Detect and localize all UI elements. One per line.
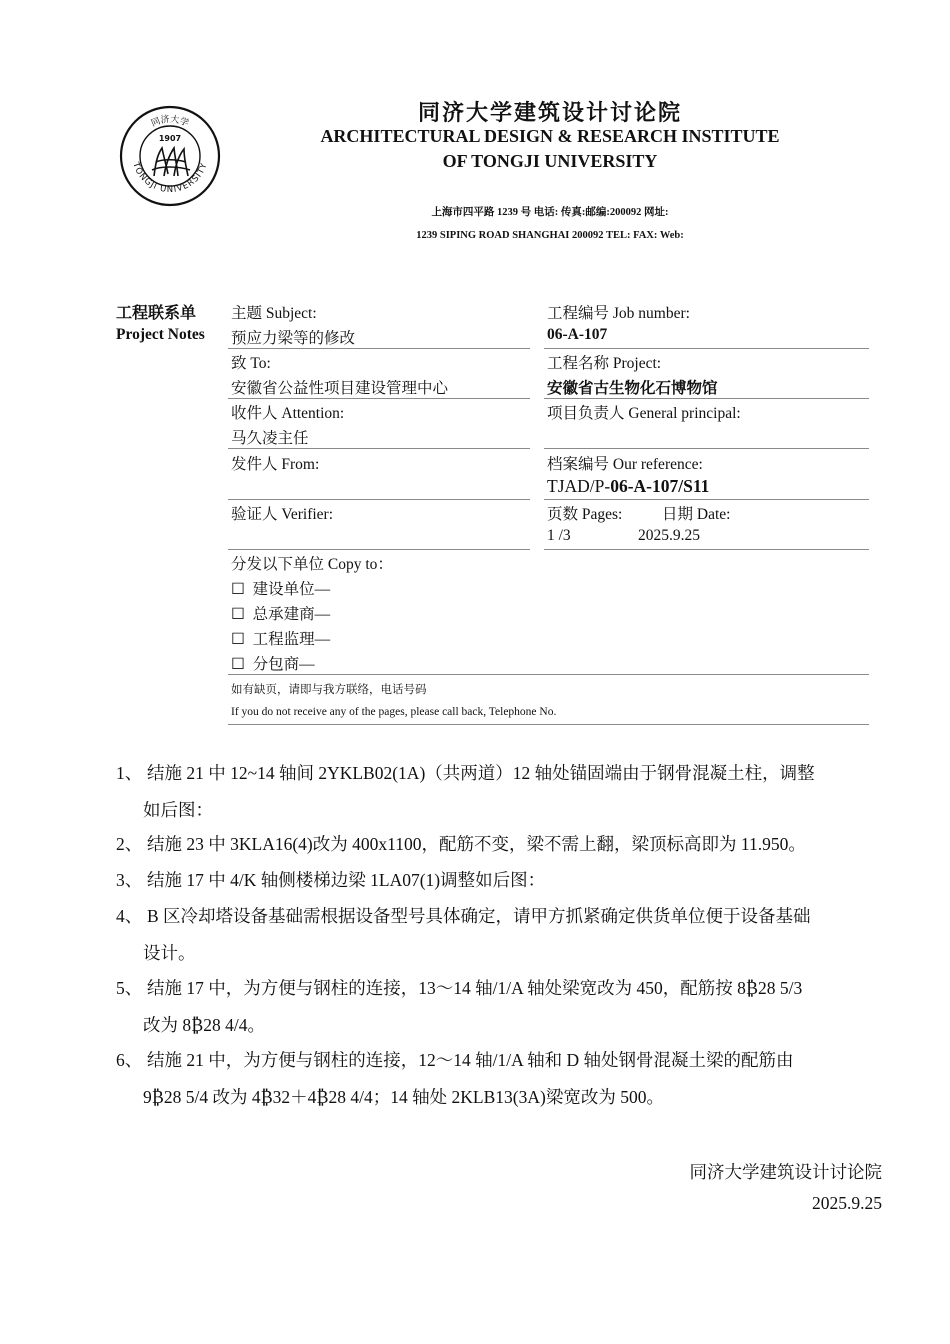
divider: [544, 398, 869, 399]
copy-to-label: 分发以下单位 Copy to：: [231, 556, 393, 573]
notice-cn: 如有缺页，请即与我方联络，电话号码: [231, 684, 427, 696]
copy-item-label: 总承建商—: [252, 606, 331, 623]
item-text: 设计。: [143, 943, 196, 963]
divider: [228, 499, 530, 500]
item-number: 1、: [116, 763, 143, 783]
attention-value: 马久凌主任: [231, 430, 309, 447]
item-number: 2、: [116, 834, 143, 854]
doc-type-en: Project Notes: [116, 326, 205, 343]
project-value: 安徽省古生物化石博物馆: [547, 380, 718, 397]
date-label: 日期 Date:: [662, 506, 731, 523]
from-label: 发件人 From:: [231, 456, 320, 473]
subject-label: 主题 Subject:: [231, 305, 317, 322]
date-value: 2025.9.25: [638, 527, 700, 544]
reference-label: 档案编号 Our reference:: [547, 456, 703, 473]
item-number: 5、: [116, 978, 143, 998]
to-value: 安徽省公益性项目建设管理中心: [231, 380, 449, 397]
divider: [228, 724, 869, 725]
copy-item-label: 工程监理—: [252, 631, 331, 648]
checkbox[interactable]: ☐: [231, 656, 245, 673]
item-number: 3、: [116, 870, 143, 890]
item-text: B 区冷却塔设备基础需根据设备型号具体确定，请甲方抓紧确定供货单位便于设备基础: [147, 906, 811, 926]
divider: [228, 674, 869, 675]
item-text: 9₿28 5/4 改为 4₿32＋4₿28 4/4；14 轴处 2KLB13(3A)梁宽改为 500。: [143, 1087, 664, 1107]
seal-name-en: TONGJI UNIVERSITY: [130, 161, 210, 196]
copy-item: [231, 577, 330, 599]
copy-item: [231, 627, 330, 649]
notice-en: If you do not receive any of the pages, please call back, Telephone No.: [231, 706, 557, 718]
copy-item: [231, 652, 315, 674]
copy-item-label: 分包商—: [252, 656, 315, 673]
checkbox[interactable]: ☐: [231, 606, 245, 623]
item-text: 结施 23 中 3KLA16(4)改为 400x1100，配筋不变，梁不需上翻，梁顶标高即为 11.950。: [147, 834, 806, 854]
divider: [544, 448, 869, 449]
attention-label: 收件人 Attention:: [231, 405, 345, 422]
divider: [228, 549, 530, 550]
copy-item: [231, 602, 330, 624]
signature-org: 同济大学建筑设计讨论院: [689, 1162, 882, 1182]
reference-prefix: TJAD/P-: [547, 476, 611, 496]
address-en: 1239 SIPING ROAD SHANGHAI 200092 TEL: FAX: Web:: [416, 230, 684, 241]
copy-item-label: 建设单位—: [252, 581, 331, 598]
reference-code: 06-A-107/S11: [610, 476, 710, 496]
checkbox[interactable]: ☐: [231, 631, 245, 648]
principal-label: 项目负责人 General principal:: [547, 405, 741, 422]
item-text: 结施 17 中，为方便与钢柱的连接，13～14 轴/1/A 轴处梁宽改为 450，配筋按 8₿28 5/3: [147, 978, 803, 998]
to-label: 致 To:: [231, 355, 271, 372]
pages-value: 1 /3: [547, 527, 571, 544]
subject-value: 预应力梁等的修改: [231, 330, 356, 347]
reference-value: [547, 476, 709, 497]
institute-title-cn: 同济大学建筑设计讨论院: [417, 101, 682, 126]
divider: [544, 549, 869, 550]
doc-type-cn: 工程联系单: [116, 305, 197, 322]
job-number-value: 06-A-107: [547, 326, 608, 343]
seal-name-cn: 同济大学: [149, 114, 191, 130]
pages-label: 页数 Pages:: [547, 506, 623, 523]
item-text: 结施 17 中 4/K 轴侧楼梯边梁 1LA07(1)调整如后图：: [147, 870, 546, 890]
address-cn: 上海市四平路 1239 号 电话: 传真:邮编:200092 网址:: [431, 207, 669, 218]
verifier-label: 验证人 Verifier:: [231, 506, 334, 523]
item-text: 结施 21 中，为方便与钢柱的连接，12～14 轴/1/A 轴和 D 轴处钢骨混凝土梁的配筋由: [147, 1050, 794, 1070]
svg-text:同济大学: [150, 113, 191, 129]
divider: [544, 499, 869, 500]
item-number: 6、: [116, 1050, 143, 1070]
institute-title-en-line1: ARCHITECTURAL DESIGN & RESEARCH INSTITUTE: [320, 126, 780, 146]
seal-year: 1907: [158, 134, 182, 143]
divider: [228, 448, 530, 449]
divider: [228, 348, 530, 349]
job-number-label: 工程编号 Job number:: [547, 305, 690, 322]
project-label: 工程名称 Project:: [547, 355, 662, 372]
item-text: 如后图：: [143, 800, 213, 820]
signature-date: 2025.9.25: [812, 1193, 882, 1213]
item-text: 改为 8₿28 4/4。: [143, 1015, 265, 1035]
university-seal: [118, 104, 222, 208]
checkbox[interactable]: ☐: [231, 581, 245, 598]
item-text: 结施 21 中 12~14 轴间 2YKLB02(1A)（共两道）12 轴处锚固端由于钢骨混凝土柱，调整: [147, 763, 815, 783]
divider: [228, 398, 530, 399]
item-number: 4、: [116, 906, 143, 926]
institute-title-en-line2: OF TONGJI UNIVERSITY: [442, 151, 658, 171]
divider: [544, 348, 869, 349]
